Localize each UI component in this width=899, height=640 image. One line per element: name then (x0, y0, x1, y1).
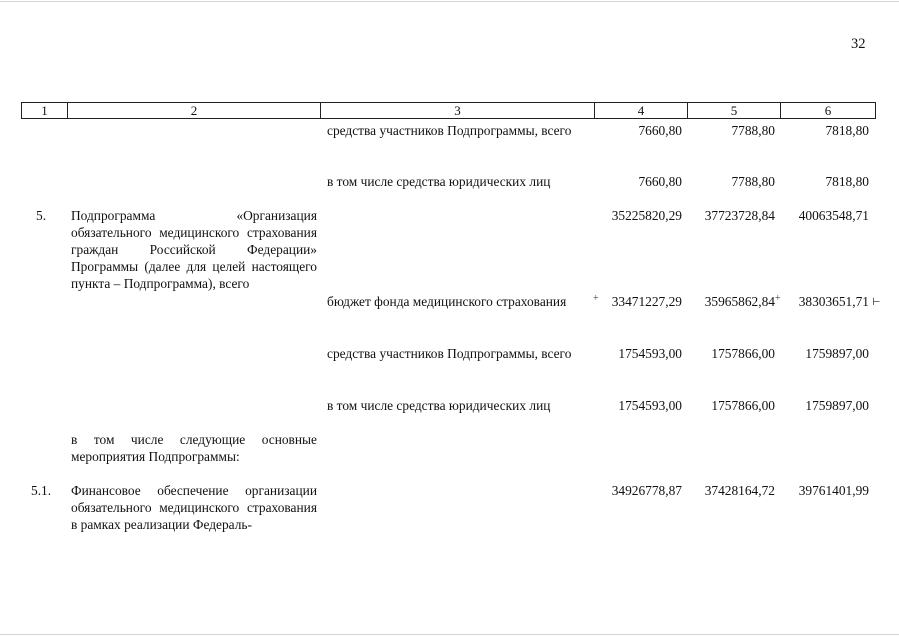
row2-col4: 7660,80 (638, 174, 682, 189)
row8-col4: 34926778,87 (611, 483, 682, 498)
column-header-5: 5 (688, 102, 781, 119)
row8-col6: 39761401,99 (798, 483, 869, 498)
row2-col5: 7788,80 (731, 174, 775, 189)
row8-measure-name: Финансовое обеспечение организации обязательного медицинского страхования в рамках реализации Федераль- (71, 483, 317, 532)
row1-col5: 7788,80 (731, 123, 775, 138)
row7-heading: в том числе следующие основные мероприятия Подпрограммы: (71, 432, 317, 464)
column-header-2: 2 (68, 102, 321, 119)
row5-col5: 1757866,00 (711, 346, 775, 361)
row4-source: бюджет фонда медицинского страхования (327, 294, 567, 309)
row8-number: 5.1. (31, 483, 52, 498)
row6-col4: 1754593,00 (618, 398, 682, 413)
row3-col5: 37723728,84 (704, 208, 775, 223)
scan-edge-bottom (0, 634, 899, 635)
row1-col4: 7660,80 (638, 123, 682, 138)
row3-col6: 40063548,71 (798, 208, 869, 223)
row4-col4: 33471227,29 (611, 294, 682, 309)
row6-col5: 1757866,00 (711, 398, 775, 413)
row1-col6: 7818,80 (825, 123, 869, 138)
row8-col5: 37428164,72 (704, 483, 775, 498)
row3-number: 5. (36, 208, 47, 223)
column-header-4: 4 (595, 102, 688, 119)
row3-col4: 35225820,29 (611, 208, 682, 223)
scan-mark: + (593, 293, 599, 304)
column-header-6: 6 (781, 102, 876, 119)
row5-col4: 1754593,00 (618, 346, 682, 361)
row5-source: средства участников Подпрограммы, всего (327, 346, 572, 361)
row6-col6: 1759897,00 (805, 398, 869, 413)
row6-source: в том числе средства юридических лиц (327, 398, 551, 413)
column-header-3: 3 (321, 102, 595, 119)
row4-col5: 35965862,84 (704, 294, 775, 309)
scan-mark: ⊢ (872, 297, 881, 308)
row3-subprogram-name: Подпрограмма «Организация обязательного медицинского страхования граждан Российской Федерации» Программы (далее для целей настоящего пункта – Подпрограмма), всего (71, 208, 317, 291)
page-number: 32 (851, 36, 866, 52)
column-header-1: 1 (21, 102, 68, 119)
row5-col6: 1759897,00 (805, 346, 869, 361)
scan-edge-top (0, 1, 899, 2)
row1-source: средства участников Подпрограммы, всего (327, 123, 572, 138)
row2-col6: 7818,80 (825, 174, 869, 189)
row4-col6: 38303651,71 (798, 294, 869, 309)
scan-mark: + (775, 293, 781, 304)
row2-source: в том числе средства юридических лиц (327, 174, 551, 189)
